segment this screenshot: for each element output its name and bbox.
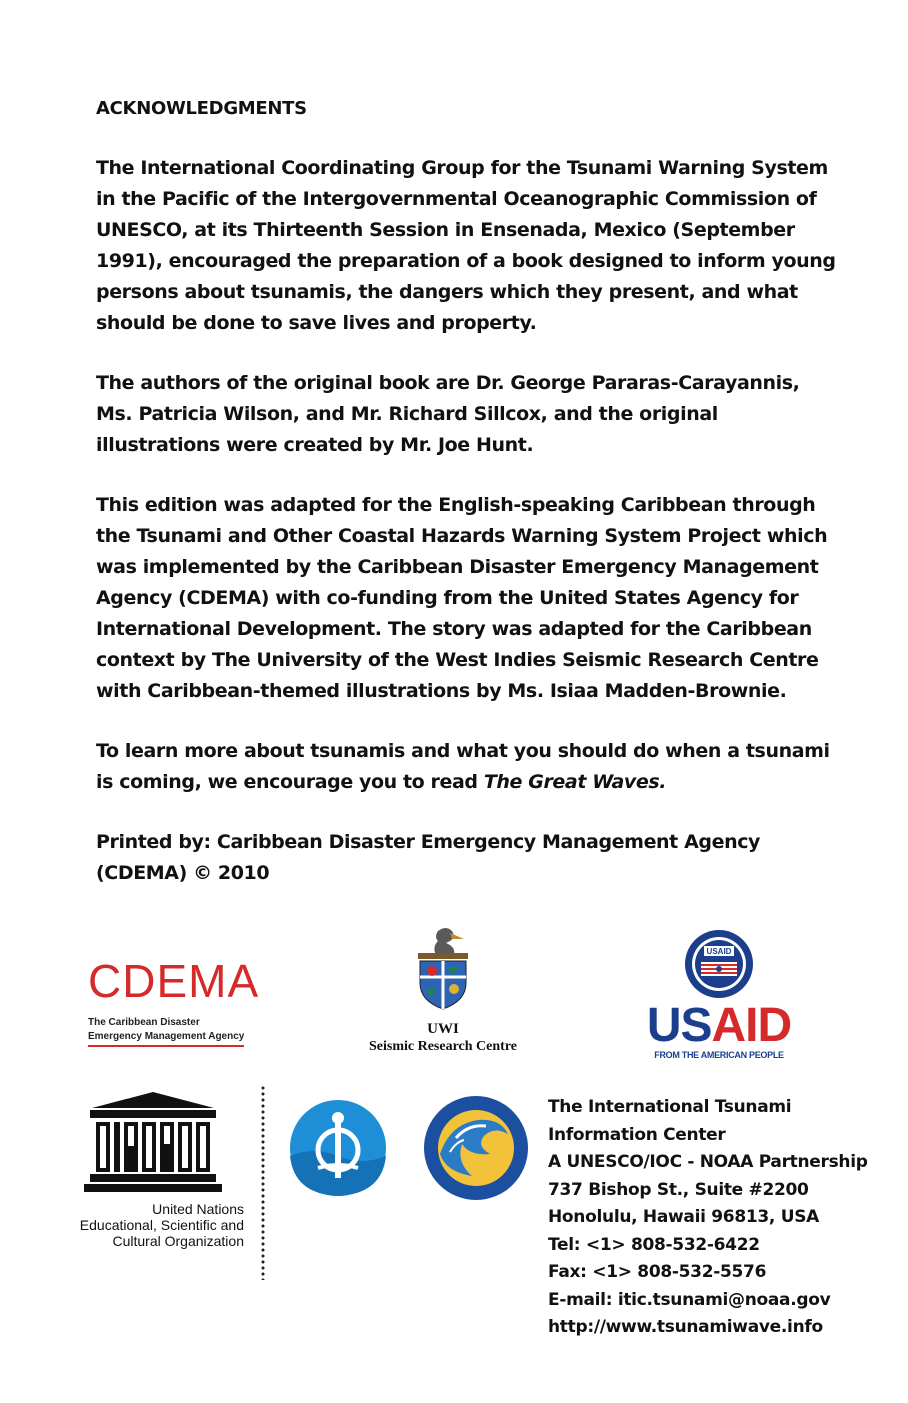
contact-org-line-1: The International Tsunami — [548, 1097, 792, 1117]
paragraph-1: The International Coordinating Group for the Tsunami Warning System in the Pacific of the Intergovernmental Oceanographic Commission of UNESCO, at its Thirteenth Session in Ensenada, Mexico (September 1991), encouraged the preparation of a book designed to inform young persons about tsunamis, the dangers which they present, and what should be done to save lives and property. — [96, 157, 836, 334]
contact-website[interactable]: http://www.tsunamiwave.info — [548, 1317, 823, 1337]
dotted-divider — [261, 1085, 265, 1280]
uwi-subtitle: Seismic Research Centre — [369, 1039, 517, 1054]
contact-fax: Fax: <1> 808-532-5576 — [548, 1262, 767, 1282]
book-title: The Great Waves. — [483, 771, 667, 793]
unesco-logo — [60, 1088, 244, 1249]
paragraph-3: This edition was adapted for the English-speaking Caribbean through the Tsunami and Other Coastal Hazards Warning System Project which was implemented by the Caribbean Disaster Emergency Management Agency (CDEMA) with co-funding from the United States Agency for International Development. The story was adapted for the Caribbean context by The University of the West Indies Seismic Research Centre with Caribbean-themed illustrations by Ms. Isiaa Madden-Brownie. — [96, 494, 828, 702]
contact-phone: Tel: <1> 808-532-6422 — [548, 1234, 760, 1255]
itic-wave-icon — [422, 1094, 530, 1202]
unesco-caption-line-3: Cultural Organization — [112, 1233, 244, 1249]
cdema-subtitle-line-1: The Caribbean Disaster — [88, 1017, 200, 1028]
usaid-logo — [636, 928, 802, 1060]
cdema-wordmark: CDEMA — [88, 955, 260, 1007]
usaid-seal-text: USAID — [706, 947, 732, 956]
contact-org-line-2: Information Center — [548, 1124, 726, 1145]
contact-partnership: A UNESCO/IOC - NOAA Partnership — [548, 1152, 868, 1172]
ioc-logo-icon — [288, 1098, 388, 1198]
unesco-caption-line-1: United Nations — [152, 1201, 244, 1217]
contact-email[interactable]: E-mail: itic.tsunami@noaa.gov — [548, 1289, 831, 1310]
unesco-temple-icon — [60, 1088, 244, 1193]
usaid-seal-icon — [679, 928, 759, 1000]
usaid-tagline: FROM THE AMERICAN PEOPLE — [654, 1050, 784, 1060]
itic-contact-block — [548, 1094, 868, 1342]
uwi-logo — [350, 925, 536, 1055]
contact-city: Honolulu, Hawaii 96813, USA — [548, 1207, 819, 1227]
unesco-caption-line-2: Educational, Scientific and — [79, 1217, 244, 1233]
cdema-subtitle-line-2: Emergency Management Agency — [88, 1030, 244, 1047]
uwi-crest-icon — [350, 925, 536, 1013]
printed-by — [96, 827, 836, 889]
itic-logo — [422, 1094, 530, 1202]
page-title: ACKNOWLEDGMENTS — [96, 98, 307, 119]
uwi-wordmark: UWI — [427, 1021, 459, 1037]
ioc-logo — [288, 1098, 388, 1198]
usaid-wordmark: USAID — [646, 999, 792, 1052]
printed-by-line-1: Printed by: Caribbean Disaster Emergency Management Agency — [96, 831, 761, 853]
document-body — [96, 98, 836, 889]
cdema-logo — [88, 955, 288, 1047]
paragraph-2: The authors of the original book are Dr. George Pararas-Carayannis, Ms. Patricia Wilson, and Mr. Richard Sillcox, and the original illustrations were created by Mr. Joe Hunt. — [96, 372, 800, 456]
contact-street: 737 Bishop St., Suite #2200 — [548, 1179, 809, 1200]
paragraph-4-text: To learn more about tsunamis and what you should do when a tsunami is coming, we encourage you to read — [96, 740, 830, 793]
paragraph-4 — [96, 736, 836, 798]
printed-by-line-2: (CDEMA) © 2010 — [96, 862, 270, 884]
